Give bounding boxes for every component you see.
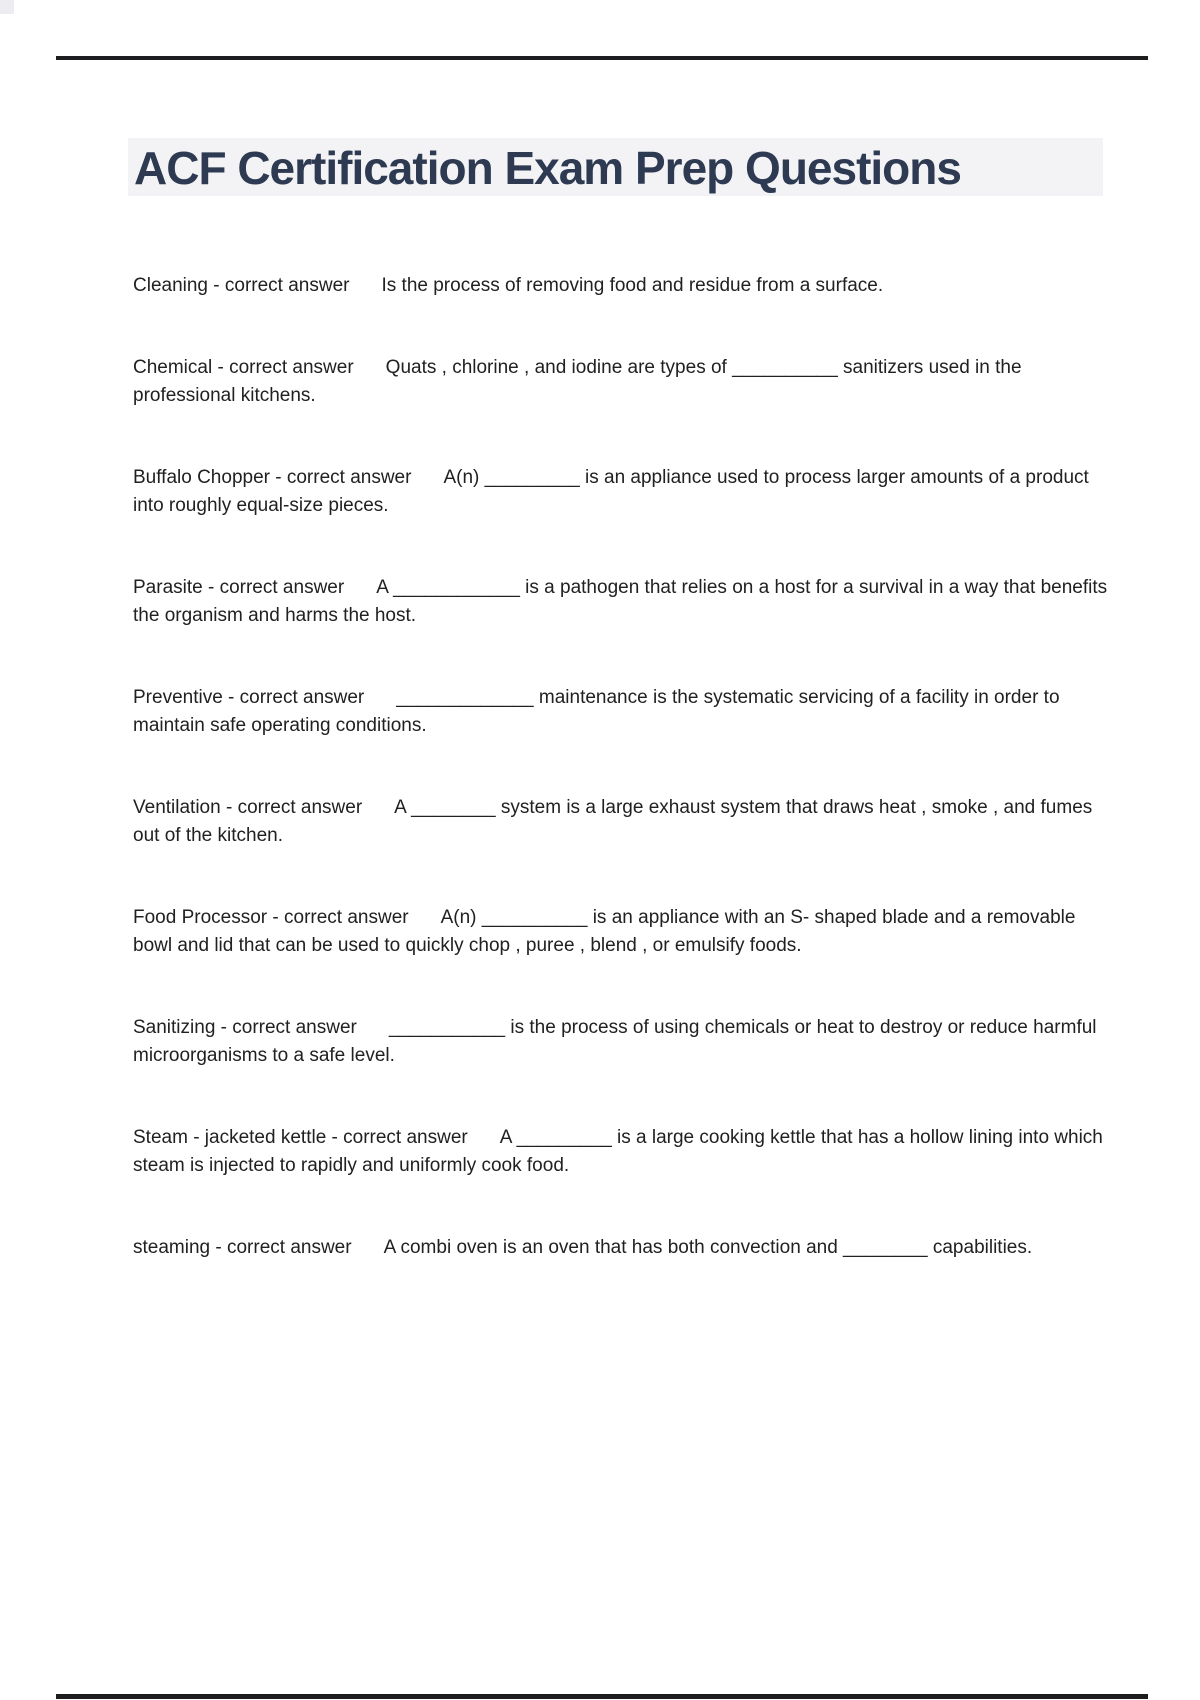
- qa-item: [133, 794, 1118, 850]
- qa-answer: A ____________ is a pathogen that relies on a host for a survival in a way that benefits the organism and harms the host.: [133, 577, 1108, 626]
- qa-term: Sanitizing - correct answer: [133, 1017, 357, 1038]
- qa-item: [133, 464, 1118, 520]
- qa-answer: Quats , chlorine , and iodine are types of __________ sanitizers used in the professional kitchens.: [133, 357, 1022, 406]
- term-answer-gap: [354, 372, 386, 373]
- term-answer-gap: [349, 290, 381, 291]
- qa-term: Chemical - correct answer: [133, 357, 354, 378]
- qa-term: Food Processor - correct answer: [133, 907, 409, 928]
- qa-item: [133, 354, 1118, 410]
- qa-answer: A combi oven is an oven that has both convection and ________ capabilities.: [383, 1237, 1033, 1258]
- term-answer-gap: [364, 702, 396, 703]
- term-answer-gap: [468, 1142, 500, 1143]
- qa-item: [133, 1124, 1118, 1180]
- scan-artifact: [0, 0, 14, 14]
- title-highlight-box: [128, 138, 1103, 196]
- qa-term: Buffalo Chopper - correct answer: [133, 467, 412, 488]
- qa-term: Cleaning - correct answer: [133, 275, 350, 296]
- qa-item: [133, 574, 1118, 630]
- qa-item: [133, 904, 1118, 960]
- qa-answer: A _________ is a large cooking kettle that has a hollow lining into which steam is injected to rapidly and uniformly cook food.: [133, 1127, 1103, 1176]
- qa-item: [133, 1014, 1118, 1070]
- term-answer-gap: [409, 922, 441, 923]
- qa-term: Steam - jacketed kettle - correct answer: [133, 1127, 468, 1148]
- qa-item: [133, 272, 1118, 300]
- qa-list: [133, 272, 1118, 1316]
- term-answer-gap: [362, 812, 394, 813]
- qa-term: Parasite - correct answer: [133, 577, 345, 598]
- top-divider-rule: [56, 56, 1148, 60]
- qa-answer: _____________ maintenance is the systematic servicing of a facility in order to maintain safe operating conditions.: [133, 687, 1060, 736]
- qa-answer: Is the process of removing food and residue from a surface.: [381, 275, 884, 296]
- qa-item: [133, 1234, 1118, 1262]
- qa-answer: A ________ system is a large exhaust system that draws heat , smoke , and fumes out of the kitchen.: [133, 797, 1093, 846]
- qa-term: Preventive - correct answer: [133, 687, 365, 708]
- term-answer-gap: [352, 1252, 384, 1253]
- qa-answer: A(n) _________ is an appliance used to process larger amounts of a product into roughly equal-size pieces.: [133, 467, 1089, 516]
- term-answer-gap: [357, 1032, 389, 1033]
- qa-term: Ventilation - correct answer: [133, 797, 363, 818]
- page-title: ACF Certification Exam Prep Questions: [134, 142, 961, 194]
- qa-item: [133, 684, 1118, 740]
- qa-answer: A(n) __________ is an appliance with an S- shaped blade and a removable bowl and lid that can be used to quickly chop , puree , blend , or emulsify foods.: [133, 907, 1076, 956]
- bottom-divider-rule: [56, 1694, 1148, 1699]
- qa-answer: ___________ is the process of using chemicals or heat to destroy or reduce harmful microorganisms to a safe level.: [133, 1017, 1097, 1066]
- term-answer-gap: [344, 592, 376, 593]
- qa-term: steaming - correct answer: [133, 1237, 352, 1258]
- term-answer-gap: [411, 482, 443, 483]
